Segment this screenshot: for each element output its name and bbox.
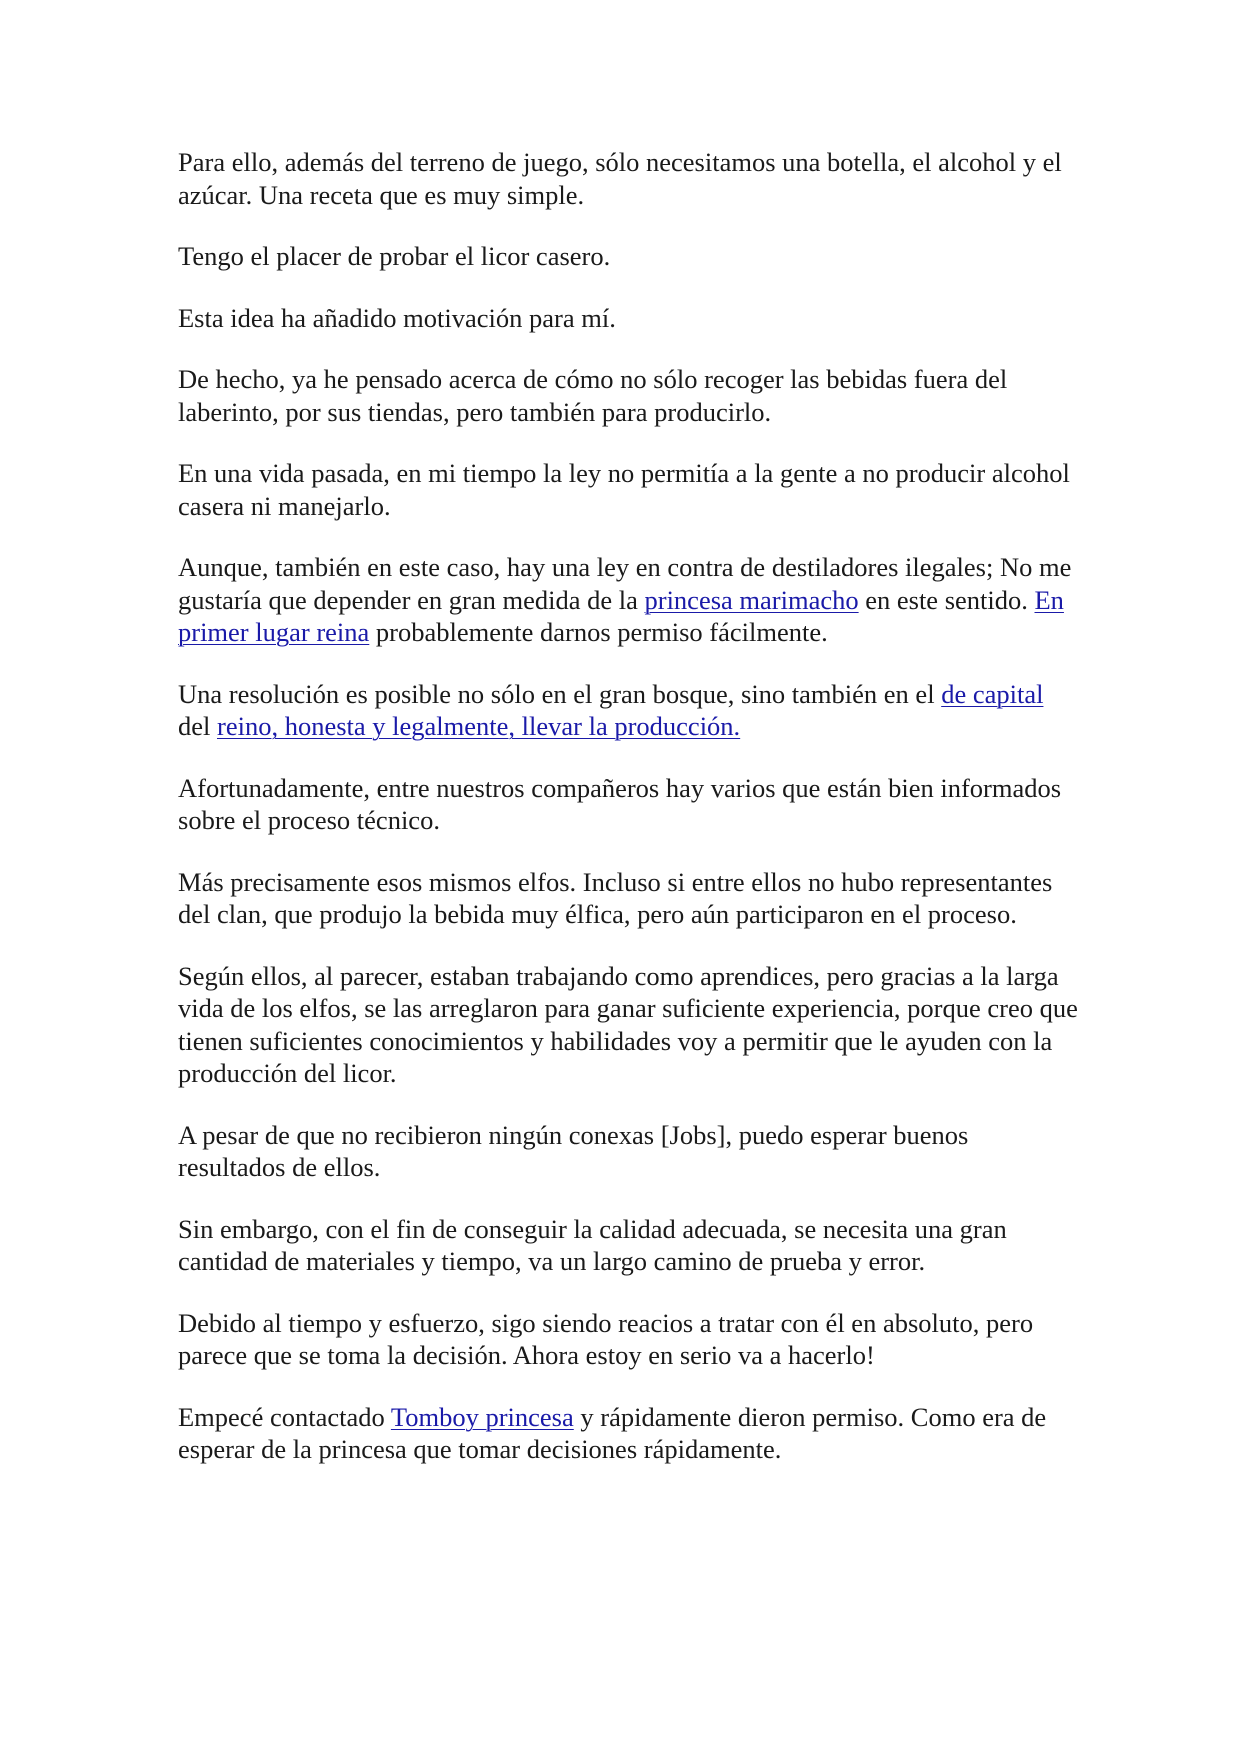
hyperlink[interactable]: reino, honesta y legalmente, llevar la producción. (217, 711, 741, 741)
hyperlink[interactable]: Tomboy princesa (390, 1401, 574, 1432)
paragraph (178, 551, 1078, 649)
paragraph-text: Una resolución es posible no sólo en el gran bosque, sino también en el (178, 678, 942, 709)
paragraph-text: Según ellos, al parecer, estaban trabajando como aprendices, pero gracias a la larga vida de los elfos, se las arreglaron para ganar suficiente experiencia, porque creo que tienen suficientes conocimientos y habilidades voy a permitir que le ayuden con la producción del licor. (178, 960, 1078, 1088)
paragraph-text: Debido al tiempo y esfuerzo, sigo siendo reacios a tratar con él en absoluto, pero parece que se toma la decisión. Ahora estoy en serio va a hacerlo! (178, 1307, 1034, 1370)
paragraph-text: Tengo el placer de probar el licor casero. (178, 241, 611, 271)
paragraph (178, 866, 1078, 931)
paragraph-text: en este sentido. (858, 584, 1035, 615)
document-page (178, 146, 1078, 1495)
paragraph-text: probablemente darnos permiso fácilmente. (369, 617, 828, 647)
paragraph (178, 457, 1078, 522)
paragraph (178, 363, 1078, 428)
hyperlink[interactable]: princesa marimacho (644, 584, 859, 615)
paragraph (178, 1119, 1078, 1184)
paragraph (178, 1213, 1078, 1278)
paragraph-text: Afortunadamente, entre nuestros compañeros hay varios que están bien informados sobre el proceso técnico. (178, 772, 1062, 835)
hyperlink[interactable]: de capital (941, 678, 1044, 709)
paragraph-text: y rápidamente dieron permiso. Como era de esperar de la princesa que tomar decisiones rápidamente. (178, 1401, 1047, 1464)
paragraph-text: A pesar de que no recibieron ningún conexas [Jobs], puedo esperar buenos resultados de ellos. (178, 1119, 969, 1182)
hyperlink[interactable]: En primer lugar reina (178, 584, 1064, 647)
paragraph-text: En una vida pasada, en mi tiempo la ley no permitía a la gente a no producir alcohol casera ni manejarlo. (178, 458, 1070, 521)
paragraph-text: Esta idea ha añadido motivación para mí. (178, 302, 616, 333)
paragraph (178, 1307, 1078, 1372)
paragraph (178, 772, 1078, 837)
paragraph (178, 302, 1078, 335)
paragraph (178, 240, 1078, 273)
paragraph-text: del (178, 711, 217, 741)
paragraph (178, 678, 1078, 743)
paragraph-text: Para ello, además del terreno de juego, sólo necesitamos una botella, el alcohol y el azúcar. Una receta que es muy simple. (178, 147, 1062, 210)
paragraph-text: Más precisamente esos mismos elfos. Incluso si entre ellos no hubo representantes del clan, que produjo la bebida muy élfica, pero aún participaron en el proceso. (178, 866, 1053, 929)
paragraph (178, 960, 1078, 1090)
paragraph-text: Sin embargo, con el fin de conseguir la calidad adecuada, se necesita una gran cantidad de materiales y tiempo, va un largo camino de prueba y error. (178, 1213, 1007, 1276)
paragraph-text: Aunque, también en este caso, hay una ley en contra de destiladores ilegales; No me gustaría que depender en gran medida de la (178, 552, 1072, 615)
paragraph (178, 146, 1078, 211)
paragraph-text: Empecé contactado (178, 1401, 391, 1432)
paragraph (178, 1401, 1078, 1466)
paragraph-text: De hecho, ya he pensado acerca de cómo no sólo recoger las bebidas fuera del laberinto, por sus tiendas, pero también para producirlo. (178, 364, 1008, 427)
